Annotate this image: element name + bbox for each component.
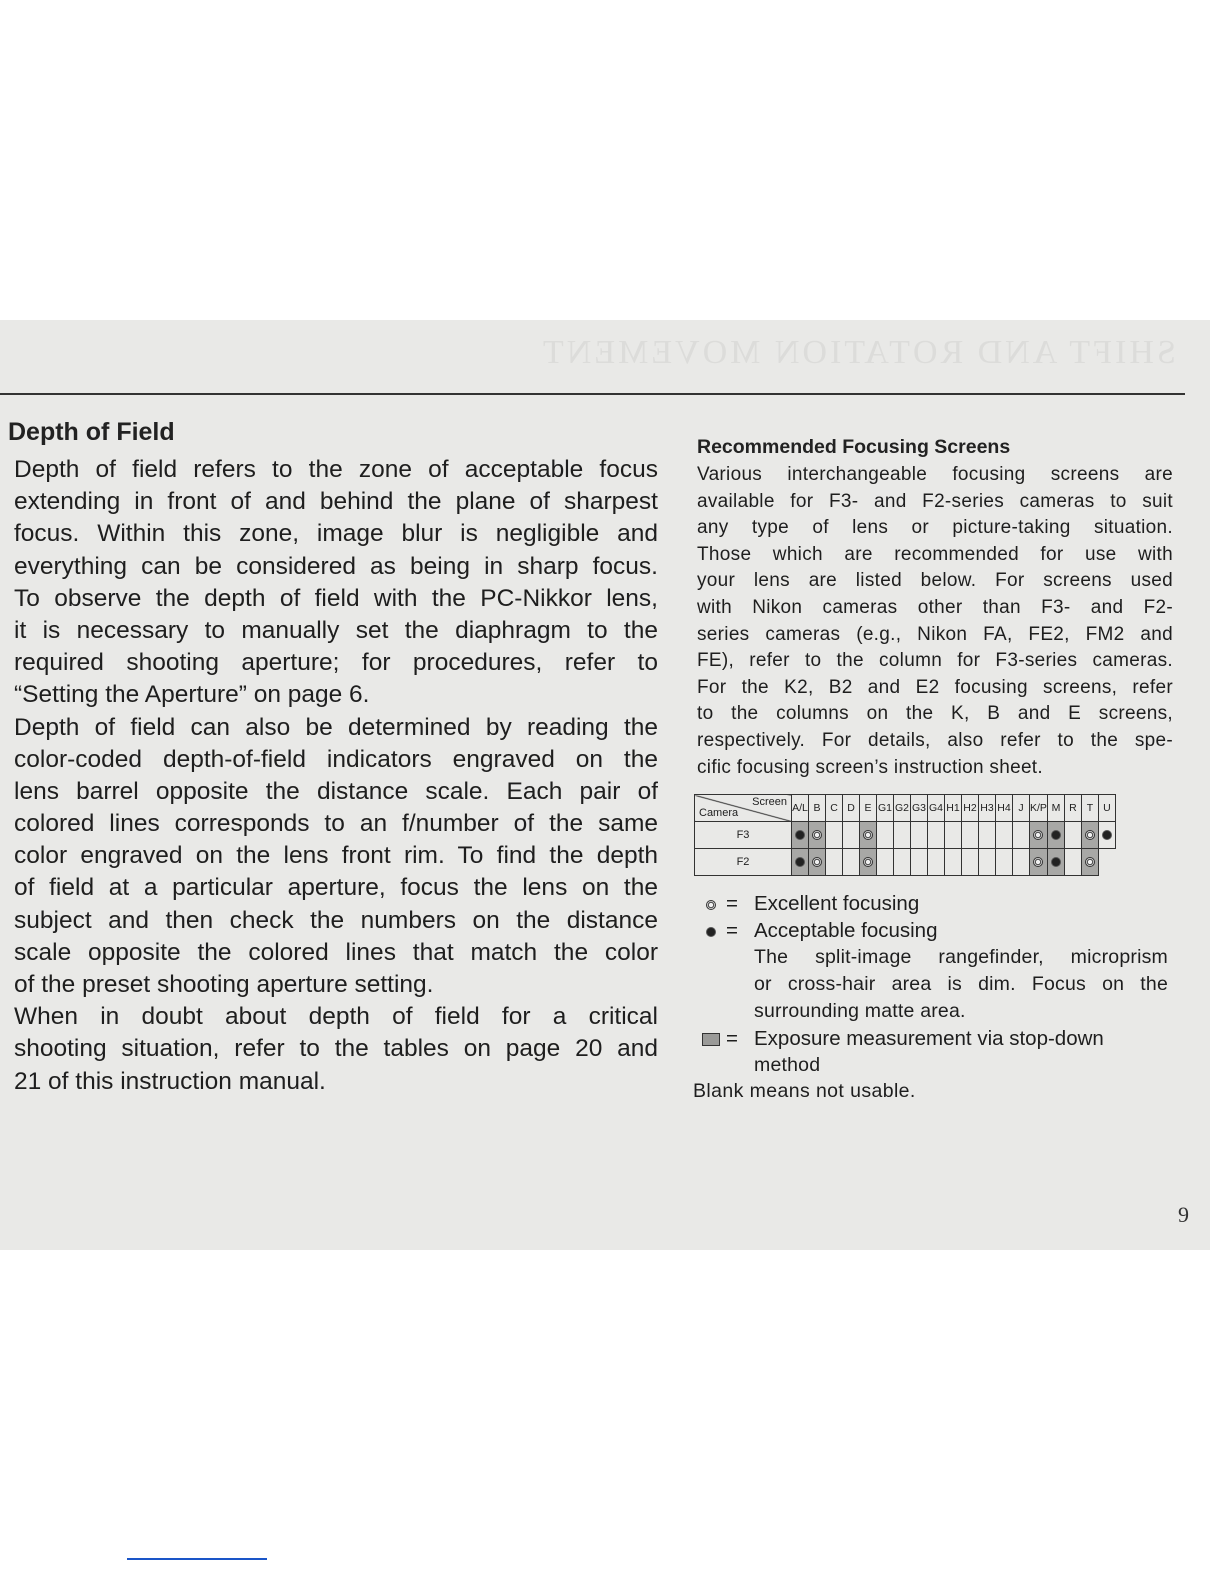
- body-line: Depth of field can also be determined by reading the: [14, 713, 658, 741]
- legend-exposure: [697, 1025, 1177, 1052]
- table-cell: [1047, 849, 1064, 876]
- excellent-symbol-icon: [1085, 830, 1095, 840]
- table-cell: [860, 849, 877, 876]
- footer-link-underline: [127, 1558, 267, 1560]
- body-line: it is necessary to manually set the diaphragm to the: [14, 616, 658, 644]
- body-line: any type of lens or picture-taking situation.: [697, 517, 1173, 539]
- column-header: G2: [894, 795, 911, 822]
- table-cell: [979, 822, 996, 849]
- body-line: scale opposite the colored lines that match the color: [14, 938, 658, 966]
- table-cell: [877, 822, 894, 849]
- top-rule: [0, 393, 1185, 395]
- focusing-screens-text: [697, 462, 1173, 781]
- body-line: lens barrel opposite the distance scale. Each pair of: [14, 777, 658, 805]
- legend-equals: =: [726, 892, 738, 915]
- bleed-through-text: SHIFT AND ROTATION MOVEMENT: [540, 334, 1176, 371]
- body-line: shooting situation, refer to the tables on page 20 and: [14, 1035, 658, 1063]
- acceptable-symbol-icon: [795, 830, 805, 840]
- table-cell: [962, 822, 979, 849]
- table-cell: [826, 849, 843, 876]
- table-cell: [979, 849, 996, 876]
- body-line: For the K2, B2 and E2 focusing screens, refer: [697, 676, 1173, 698]
- body-line: 21 of this instruction manual.: [14, 1067, 326, 1095]
- camera-label: F3: [695, 822, 792, 849]
- body-line: to the columns on the K, B and E screens,: [697, 703, 1173, 725]
- column-header: M: [1047, 795, 1064, 822]
- column-header: G4: [928, 795, 945, 822]
- column-header: E: [860, 795, 877, 822]
- acceptable-symbol-icon: [701, 917, 721, 944]
- column-header: H2: [962, 795, 979, 822]
- table-cell: [792, 822, 809, 849]
- table-cell: [809, 849, 826, 876]
- body-line: color-coded depth-of-field indicators engraved on the: [14, 745, 658, 773]
- body-line: of field at a particular aperture, focus the lens on the: [14, 874, 658, 902]
- table-cell: [894, 849, 911, 876]
- table-cell: [1013, 849, 1030, 876]
- table-cell: [1030, 822, 1048, 849]
- table-cell: [945, 849, 962, 876]
- table-cell: [996, 822, 1013, 849]
- table-cell: [843, 822, 860, 849]
- legend: [697, 890, 1177, 1079]
- table-cell: [1013, 822, 1030, 849]
- body-line: Depth of field refers to the zone of acceptable focus: [14, 456, 658, 483]
- table-row: [695, 822, 1116, 849]
- legend-note-line: The split-image rangefinder, microprism: [754, 946, 1168, 968]
- table-cell: [928, 849, 945, 876]
- table-cell: [945, 822, 962, 849]
- body-line: series cameras (e.g., Nikon FA, FE2, FM2 and: [697, 623, 1173, 645]
- table-cell: [911, 849, 928, 876]
- column-header: T: [1081, 795, 1098, 822]
- legend-equals: =: [726, 1027, 738, 1050]
- legend-excellent: [697, 890, 1177, 917]
- table-cell: [928, 822, 945, 849]
- blank-note: Blank means not usable.: [693, 1080, 916, 1102]
- table-cell: [1098, 849, 1115, 876]
- legend-exposure-cont: method: [754, 1054, 821, 1076]
- table-cell: [1081, 849, 1098, 876]
- table-cell: [996, 849, 1013, 876]
- body-line: Those which are recommended for use with: [697, 543, 1173, 565]
- body-line: color engraved on the lens front rim. To find the depth: [14, 842, 658, 870]
- body-line: your lens are listed below. For screens used: [697, 570, 1173, 592]
- legend-note-line: or cross-hair area is dim. Focus on the: [754, 973, 1168, 995]
- column-header: B: [809, 795, 826, 822]
- table-cell: [826, 822, 843, 849]
- body-line: Various interchangeable focusing screens are: [697, 464, 1173, 485]
- column-header: H1: [945, 795, 962, 822]
- focusing-screen-table: [694, 794, 1116, 876]
- body-line: When in doubt about depth of field for a critical: [14, 1003, 658, 1031]
- body-line: available for F3- and F2-series cameras to suit: [697, 490, 1173, 512]
- table-cell: [1098, 822, 1115, 849]
- column-header: R: [1064, 795, 1081, 822]
- body-line: FE), refer to the column for F3-series cameras.: [697, 650, 1173, 672]
- body-line: focus. Within this zone, image blur is negligible and: [14, 520, 658, 548]
- excellent-symbol-icon: [1033, 830, 1043, 840]
- column-header: J: [1013, 795, 1030, 822]
- body-line: cific focusing screen’s instruction sheet.: [697, 756, 1043, 778]
- column-header: U: [1098, 795, 1115, 822]
- legend-equals: =: [726, 919, 738, 942]
- focusing-screens-heading: Recommended Focusing Screens: [697, 436, 1011, 458]
- excellent-symbol-icon: [863, 857, 873, 867]
- column-header: H3: [979, 795, 996, 822]
- table-cell: [911, 822, 928, 849]
- depth-of-field-heading: Depth of Field: [8, 418, 175, 446]
- table-cell: [962, 849, 979, 876]
- body-line: “Setting the Aperture” on page 6.: [14, 681, 370, 709]
- acceptable-symbol-icon: [1102, 830, 1112, 840]
- body-line: everything can be considered as being in sharp focus.: [14, 552, 658, 580]
- body-line: extending in front of and behind the plane of sharpest: [14, 488, 658, 516]
- excellent-symbol-icon: [863, 830, 873, 840]
- acceptable-symbol-icon: [1051, 857, 1061, 867]
- acceptable-symbol-icon: [795, 857, 805, 867]
- depth-of-field-text: [14, 454, 658, 1098]
- table-header-row: [695, 795, 1116, 822]
- body-line: To observe the depth of field with the PC-Nikkor lens,: [14, 584, 658, 612]
- table-corner-cell: [695, 795, 792, 822]
- legend-excellent-text: Excellent focusing: [754, 892, 920, 915]
- table-cell: [1030, 849, 1048, 876]
- camera-axis-label: Camera: [699, 807, 739, 819]
- table-row: [695, 849, 1116, 876]
- excellent-symbol-icon: [701, 890, 721, 917]
- page-number: 9: [1178, 1202, 1189, 1227]
- table-cell: [1064, 849, 1081, 876]
- excellent-symbol-icon: [1085, 857, 1095, 867]
- body-line: colored lines corresponds to an f/number of the same: [14, 810, 658, 838]
- shaded-box-icon: [701, 1025, 721, 1052]
- excellent-symbol-icon: [812, 857, 822, 867]
- camera-label: F2: [695, 849, 792, 876]
- table-cell: [1047, 822, 1064, 849]
- table-cell: [1064, 822, 1081, 849]
- body-line: required shooting aperture; for procedures, refer to: [14, 649, 658, 677]
- column-header: C: [826, 795, 843, 822]
- table-cell: [792, 849, 809, 876]
- body-line: respectively. For details, also refer to the spe-: [697, 729, 1173, 751]
- table-cell: [1081, 822, 1098, 849]
- table-cell: [894, 822, 911, 849]
- table-cell: [809, 822, 826, 849]
- body-line: with Nikon cameras other than F3- and F2-: [697, 596, 1173, 618]
- legend-note-line: surrounding matte area.: [754, 1000, 966, 1022]
- column-header: G3: [911, 795, 928, 822]
- acceptable-symbol-icon: [1051, 830, 1061, 840]
- table-cell: [860, 822, 877, 849]
- table-cell: [877, 849, 894, 876]
- column-header: A/L: [792, 795, 809, 822]
- excellent-symbol-icon: [1033, 857, 1043, 867]
- column-header: K/P: [1030, 795, 1048, 822]
- legend-acceptable-text: Acceptable focusing: [754, 919, 938, 942]
- screen-axis-label: Screen: [752, 796, 787, 808]
- column-header: G1: [877, 795, 894, 822]
- column-header: D: [843, 795, 860, 822]
- table-cell: [843, 849, 860, 876]
- body-line: of the preset shooting aperture setting.: [14, 971, 434, 998]
- legend-exposure-text: Exposure measurement via stop-down: [754, 1027, 1104, 1050]
- scanned-page: [0, 320, 1210, 1250]
- column-header: H4: [996, 795, 1013, 822]
- legend-acceptable: [697, 917, 1177, 944]
- body-line: subject and then check the numbers on the distance: [14, 906, 658, 934]
- excellent-symbol-icon: [812, 830, 822, 840]
